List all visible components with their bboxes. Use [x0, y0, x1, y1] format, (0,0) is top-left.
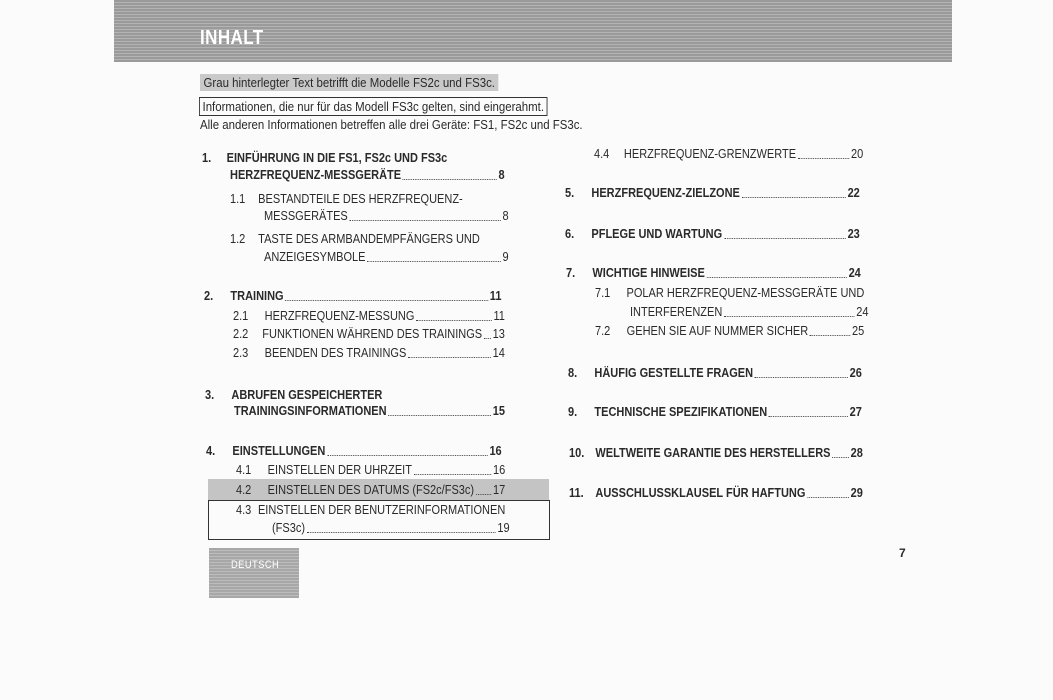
page-number: 7 [899, 546, 906, 560]
note-plain-legend: Alle anderen Informationen betreffen alle drei Geräte: FS1, FS2c und FS3c. [200, 117, 583, 132]
toc-entry-7-1[interactable]: 7.1 POLAR HERZFREQUENZ-MESSGERÄTE UND [595, 286, 865, 300]
toc-entry-7[interactable]: 7. WICHTIGE HINWEISE 24 [566, 266, 861, 280]
toc-entry-2[interactable]: 2. TRAINING 11 [204, 289, 502, 303]
toc-entry-11[interactable]: 11. AUSSCHLUSSKLAUSEL FÜR HAFTUNG 29 [569, 486, 863, 500]
toc-entry-8[interactable]: 8. HÄUFIG GESTELLTE FRAGEN 26 [568, 366, 862, 380]
toc-entry-7-1-cont[interactable]: INTERFERENZEN 24 [630, 305, 869, 319]
toc-entry-2-1[interactable]: 2.1 HERZFREQUENZ-MESSUNG 11 [233, 309, 505, 323]
toc-entry-1-cont[interactable]: HERZFREQUENZ-MESSGERÄTE 8 [230, 168, 505, 182]
note-grey-legend: Grau hinterlegter Text betrifft die Modelle FS2c und FS3c. [200, 74, 498, 91]
toc-entry-4[interactable]: 4. EINSTELLUNGEN 16 [206, 444, 502, 458]
note-framed-legend: Informationen, die nur für das Modell FS3c gelten, sind eingerahmt. [199, 97, 548, 116]
toc-entry-1-2[interactable]: 1.2 TASTE DES ARMBANDEMPFÄNGERS UND [230, 232, 480, 246]
toc-entry-4-3-cont[interactable]: (FS3c) 19 [272, 521, 510, 535]
toc-entry-10[interactable]: 10. WELTWEITE GARANTIE DES HERSTELLERS 28 [569, 446, 863, 460]
toc-entry-7-2[interactable]: 7.2 GEHEN SIE AUF NUMMER SICHER 25 [595, 324, 865, 338]
page-title: INHALT [200, 27, 264, 49]
toc-entry-4-1[interactable]: 4.1 EINSTELLEN DER UHRZEIT 16 [236, 463, 506, 477]
toc-entry-1-2-cont[interactable]: ANZEIGESYMBOLE 9 [264, 250, 509, 264]
language-label: DEUTSCH [231, 559, 280, 571]
leader-dots [403, 167, 497, 180]
toc-entry-5[interactable]: 5. HERZFREQUENZ-ZIELZONE 22 [565, 186, 860, 200]
toc-entry-3-cont[interactable]: TRAININGSINFORMATIONEN 15 [234, 404, 506, 418]
toc-entry-3[interactable]: 3. ABRUFEN GESPEICHERTER [205, 388, 383, 402]
language-tab [209, 548, 299, 598]
toc-entry-2-2[interactable]: 2.2 FUNKTIONEN WÄHREND DES TRAININGS 13 [233, 327, 505, 341]
toc-entry-4-3[interactable]: 4.3 EINSTELLEN DER BENUTZERINFORMATIONEN [236, 503, 506, 517]
header-band [114, 0, 952, 62]
toc-entry-9[interactable]: 9. TECHNISCHE SPEZIFIKATIONEN 27 [568, 405, 862, 419]
toc-entry-1-1[interactable]: 1.1 BESTANDTEILE DES HERZFREQUENZ- [230, 192, 463, 206]
toc-entry-4-2[interactable]: 4.2 EINSTELLEN DES DATUMS (FS2c/FS3c) 17 [236, 483, 506, 497]
toc-entry-4-4[interactable]: 4.4 HERZFREQUENZ-GRENZWERTE 20 [594, 147, 864, 161]
toc-entry-1-1-cont[interactable]: MESSGERÄTES 8 [264, 209, 509, 223]
toc-entry-2-3[interactable]: 2.3 BEENDEN DES TRAININGS 14 [233, 346, 505, 360]
toc-entry-6[interactable]: 6. PFLEGE UND WARTUNG 23 [565, 227, 860, 241]
toc-entry-1[interactable]: 1. EINFÜHRUNG IN DIE FS1, FS2c UND FS3c [202, 151, 448, 165]
